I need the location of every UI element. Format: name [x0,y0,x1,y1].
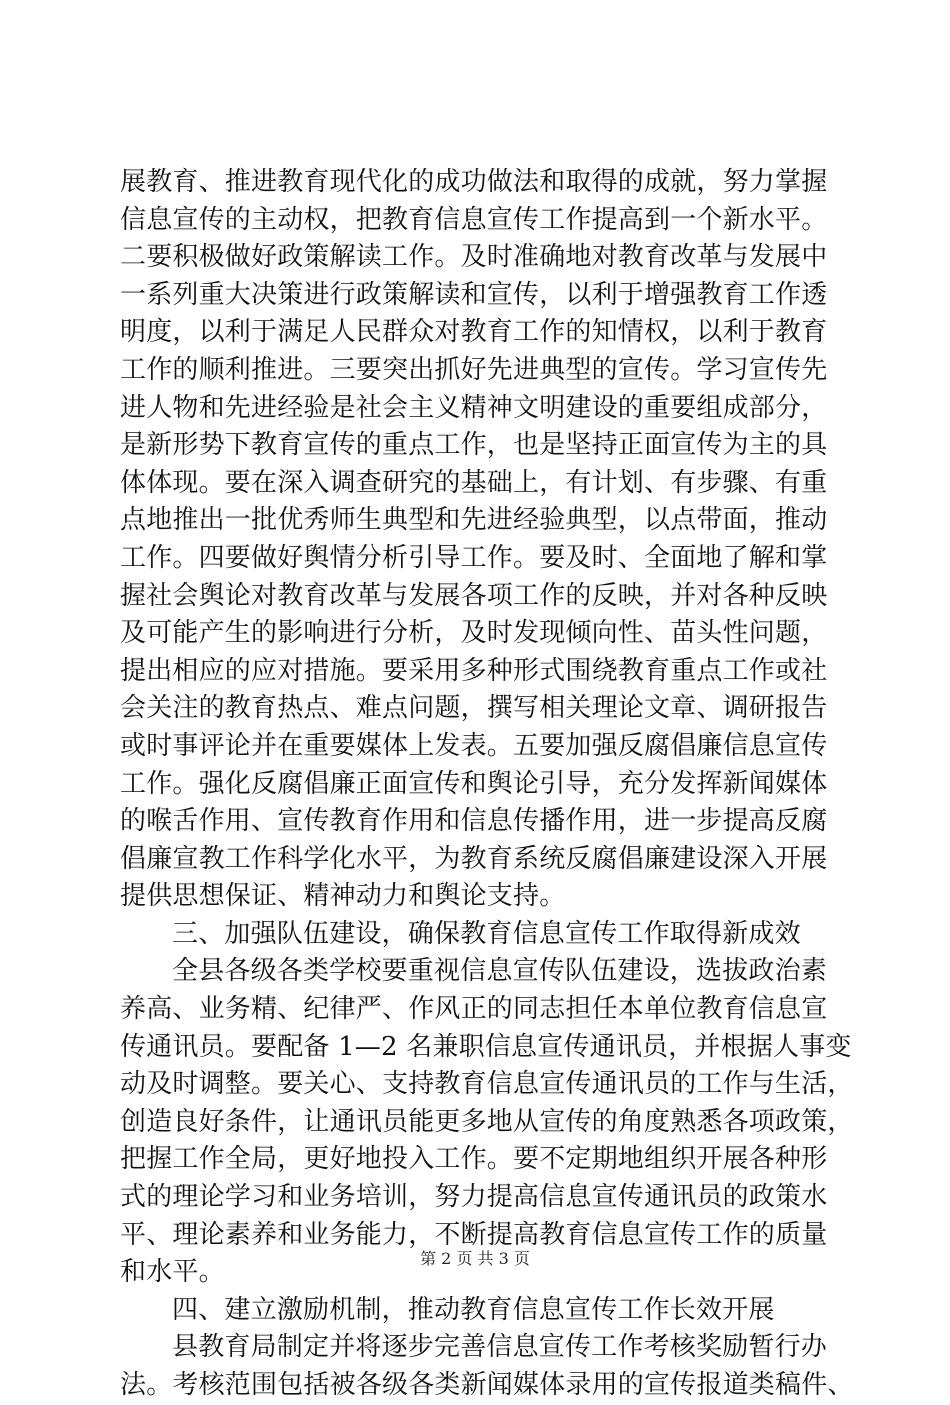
section-heading: 三、加强队伍建设，确保教育信息宣传工作取得新成效 [172,918,801,949]
text-line: 养高、业务精、纪律严、作风正的同志担任本单位教育信息宣 [120,994,828,1025]
text-line: 二要积极做好政策解读工作。及时准确地对教育改革与发展中 [120,242,828,273]
text-line: 体体现。要在深入调查研究的基础上，有计划、有步骤、有重 [120,467,828,498]
text-line: 法。考核范围包括被各级各类新闻媒体录用的宣传报道类稿件、 [120,1370,854,1400]
text-line: 或时事评论并在重要媒体上发表。五要加强反腐倡廉信息宣传 [120,730,828,761]
text-line: 信息宣传的主动权，把教育信息宣传工作提高到一个新水平。 [120,204,828,235]
text-line: 动及时调整。要关心、支持教育信息宣传通讯员的工作与生活， [120,1069,854,1100]
text-line: 一系列重大决策进行政策解读和宣传，以利于增强教育工作透 [120,279,828,310]
text-line: 的喉舌作用、宣传教育作用和信息传播作用，进一步提高反腐 [120,806,828,837]
text-line: 是新形势下教育宣传的重点工作，也是坚持正面宣传为主的具 [120,430,828,461]
text-line: 明度，以利于满足人民群众对教育工作的知情权，以利于教育 [120,317,828,348]
text-line: 和水平。 [120,1257,225,1288]
text-line: 点地推出一批优秀师生典型和先进经验典型，以点带面，推动 [120,505,828,536]
text-line: 提供思想保证、精神动力和舆论支持。 [120,881,566,912]
text-line: 工作。强化反腐倡廉正面宣传和舆论引导，充分发挥新闻媒体 [120,768,828,799]
text-line: 传通讯员。要配备 1—2 名兼职信息宣传通讯员，并根据人事变 [120,1031,852,1062]
text-line: 展教育、推进教育现代化的成功做法和取得的成就，努力掌握 [120,167,828,197]
text-line: 进人物和先进经验是社会主义精神文明建设的重要组成部分， [120,392,828,423]
text-line: 把握工作全局，更好地投入工作。要不定期地组织开展各种形 [120,1144,828,1175]
text-line: 县教育局制定并将逐步完善信息宣传工作考核奖励暂行办 [172,1332,828,1363]
text-line: 及可能产生的影响进行分析，及时发现倾向性、苗头性问题， [120,618,828,649]
section-heading: 四、建立激励机制，推动教育信息宣传工作长效开展 [172,1294,775,1325]
body-text [120,164,854,1405]
text-line: 创造良好条件，让通讯员能更多地从宣传的角度熟悉各项政策， [120,1106,854,1137]
text-line: 提出相应的应对措施。要采用多种形式围绕教育重点工作或社 [120,655,828,686]
page-number-footer: 第 2 页 共 3 页 [420,1249,530,1268]
text-line: 式的理论学习和业务培训，努力提高信息宣传通讯员的政策水 [120,1182,828,1213]
text-line: 平、理论素养和业务能力，不断提高教育信息宣传工作的质量 [120,1219,828,1250]
text-line: 握社会舆论对教育改革与发展各项工作的反映，并对各种反映 [120,580,828,611]
text-line: 倡廉宣教工作科学化水平，为教育系统反腐倡廉建设深入开展 [120,843,828,874]
text-line: 工作的顺利推进。三要突出抓好先进典型的宣传。学习宣传先 [120,354,828,385]
text-line: 会关注的教育热点、难点问题，撰写相关理论文章、调研报告 [120,693,828,724]
text-line: 工作。四要做好舆情分析引导工作。要及时、全面地了解和掌 [120,542,828,573]
text-line: 全县各级各类学校要重视信息宣传队伍建设，选拔政治素 [172,956,828,987]
